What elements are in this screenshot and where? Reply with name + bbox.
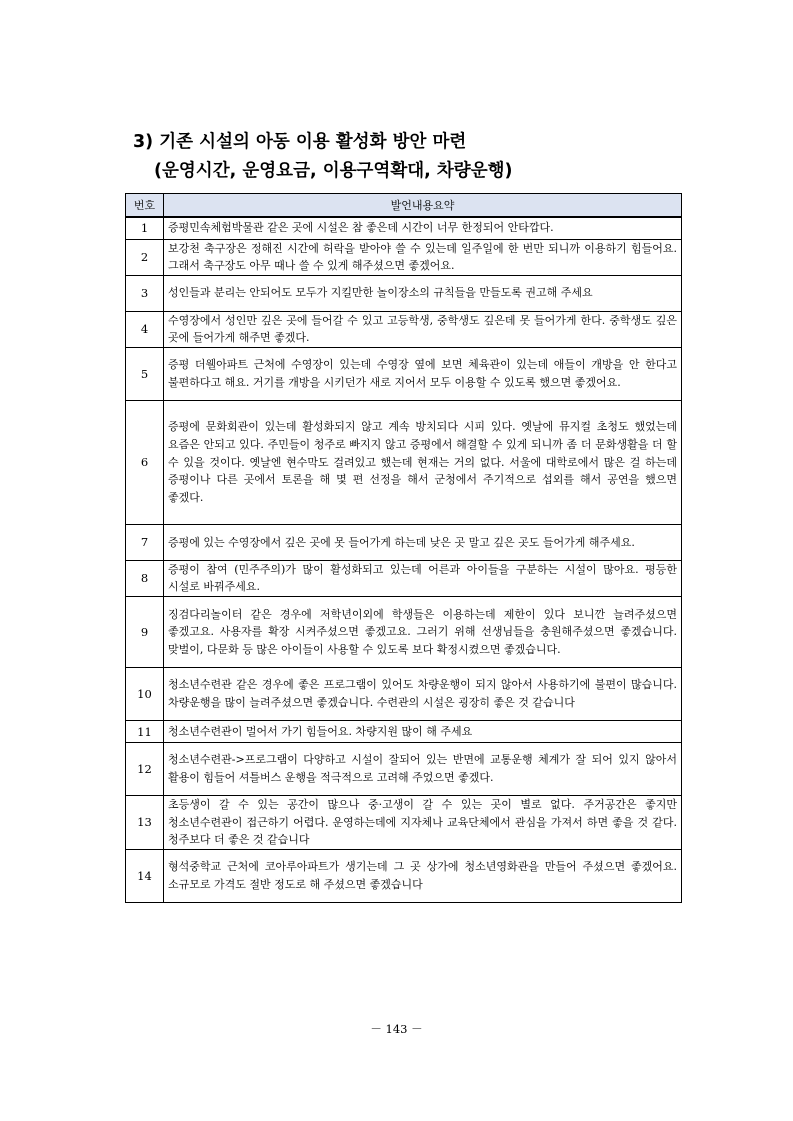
row-content: 수영장에서 성인만 깊은 곳에 들어갈 수 있고 고등학생, 중학생도 깊은데 못 들어가게 한다. 중학생도 깊은 곳에 들어가게 해주면 좋겠다. bbox=[164, 311, 682, 347]
table-row bbox=[126, 311, 682, 347]
row-number: 5 bbox=[126, 347, 164, 400]
row-number: 6 bbox=[126, 400, 164, 524]
row-content: 징검다리놀이터 같은 경우에 저학년이외에 학생들은 이용하는데 제한이 있다 보니깐 늘려주셨으면 좋겠고요. 사용자를 확장 시켜주셨으면 좋겠고요. 그러기 위해 선생님들을 충원해주셨으면 좋겠습니다. 맞벌이, 다문화 등 많은 아이들이 사용할 수 있도록 보다 확정시켰으면 좋겠습니다. bbox=[164, 597, 682, 668]
header-number: 번호 bbox=[126, 194, 164, 218]
row-number: 8 bbox=[126, 560, 164, 596]
table-row bbox=[126, 849, 682, 902]
row-number: 11 bbox=[126, 721, 164, 743]
table-row bbox=[126, 400, 682, 524]
page-number: － 143 － bbox=[370, 1022, 423, 1036]
row-content: 청소년수련관 같은 경우에 좋은 프로그램이 있어도 차량운행이 되지 않아서 사용하기에 불편이 많습니다. 차량운행을 많이 늘려주셨으면 좋겠습니다. 수련관의 시설은 굉장히 좋은 것 같습니다 bbox=[164, 668, 682, 721]
row-content: 증평 더웰아파트 근처에 수영장이 있는데 수영장 옆에 보면 체육관이 있는데 애들이 개방을 안 한다고 불편하다고 해요. 거기를 개방을 시키던가 새로 지어서 모두 이용할 수 있도록 했으면 좋겠어요. bbox=[164, 347, 682, 400]
table-row bbox=[126, 721, 682, 743]
table-row bbox=[126, 560, 682, 596]
table-row bbox=[126, 217, 682, 239]
row-content: 증평이 참여 (민주주의)가 많이 활성화되고 있는데 어른과 아이들을 구분하는 시설이 많아요. 평등한 시설로 바꿔주세요. bbox=[164, 560, 682, 596]
row-content: 청소년수련관이 멀어서 가기 힘들어요. 차량지원 많이 해 주세요 bbox=[164, 721, 682, 743]
row-number: 3 bbox=[126, 275, 164, 311]
row-number: 10 bbox=[126, 668, 164, 721]
row-number: 1 bbox=[126, 217, 164, 239]
row-content: 형석중학교 근처에 코아루아파트가 생기는데 그 곳 상가에 청소년영화관을 만들어 주셨으면 좋겠어요. 소규모로 가격도 절반 정도로 해 주셨으면 좋겠습니다 bbox=[164, 849, 682, 902]
section-subtitle: (운영시간, 운영요금, 이용구역확대, 차량운행) bbox=[154, 161, 513, 181]
row-content: 초등생이 갈 수 있는 공간이 많으나 중·고생이 갈 수 있는 곳이 별로 없다. 주거공간은 좋지만 청소년수련관이 접근하기 어렵다. 운영하는데에 지자체나 교육단체에서 관심을 가져서 하면 좋을 것 같다. 청주보다 더 좋은 것 같습니다 bbox=[164, 796, 682, 850]
table-row bbox=[126, 275, 682, 311]
row-content: 증평민속체험박물관 같은 곳에 시설은 참 좋은데 시간이 너무 한정되어 안타깝다. bbox=[164, 217, 682, 239]
row-number: 2 bbox=[126, 239, 164, 275]
header-content: 발언내용요약 bbox=[164, 194, 682, 218]
row-number: 9 bbox=[126, 597, 164, 668]
row-content: 청소년수련관->프로그램이 다양하고 시설이 잘되어 있는 반면에 교통운행 체계가 잘 되어 있지 않아서 활용이 힘들어 셔틀버스 운행을 적극적으로 고려해 주었으면 좋겠다. bbox=[164, 743, 682, 796]
table-row bbox=[126, 743, 682, 796]
row-content: 보강천 축구장은 정해진 시간에 허락을 받아야 쓸 수 있는데 일주일에 한 번만 되니까 이용하기 힘들어요. 그래서 축구장도 아무 때나 쓸 수 있게 해주셨으면 좋겠어요. bbox=[164, 239, 682, 275]
row-number: 7 bbox=[126, 524, 164, 560]
table-row bbox=[126, 668, 682, 721]
table-row bbox=[126, 347, 682, 400]
row-content: 성인들과 분리는 안되어도 모두가 지킬만한 놀이장소의 규칙들을 만들도록 권고해 주세요 bbox=[164, 275, 682, 311]
table-row bbox=[126, 239, 682, 275]
row-content: 증평에 있는 수영장에서 깊은 곳에 못 들어가게 하는데 낮은 곳 말고 깊은 곳도 들어가게 해주세요. bbox=[164, 524, 682, 560]
table-row bbox=[126, 796, 682, 850]
row-number: 4 bbox=[126, 311, 164, 347]
opinion-summary-table bbox=[125, 193, 682, 903]
row-content: 증평에 문화회관이 있는데 활성화되지 않고 계속 방치되다 시피 있다. 옛날에 뮤지컬 초청도 했었는데 요즘은 안되고 있다. 주민들이 청주로 빠지지 않고 증평에서 해결할 수 있게 되니까 좀 더 문화생활을 더 할 수 있을 것이다. 옛날엔 현수막도 걸려있고 했는데 현재는 거의 없다. 서울에 대학로에서 많은 걸 하는데 증평이나 다른 곳에서 토론을 해 몇 편 선정을 해서 군청에서 주기적으로 섭외를 해서 공연을 했으면 좋겠다. bbox=[164, 400, 682, 524]
section-title: 3) 기존 시설의 아동 이용 활성화 방안 마련 bbox=[133, 132, 467, 152]
table-body bbox=[126, 217, 682, 902]
table-row bbox=[126, 524, 682, 560]
row-number: 12 bbox=[126, 743, 164, 796]
table-row bbox=[126, 597, 682, 668]
row-number: 13 bbox=[126, 796, 164, 850]
table-header-row bbox=[126, 194, 682, 218]
row-number: 14 bbox=[126, 849, 164, 902]
